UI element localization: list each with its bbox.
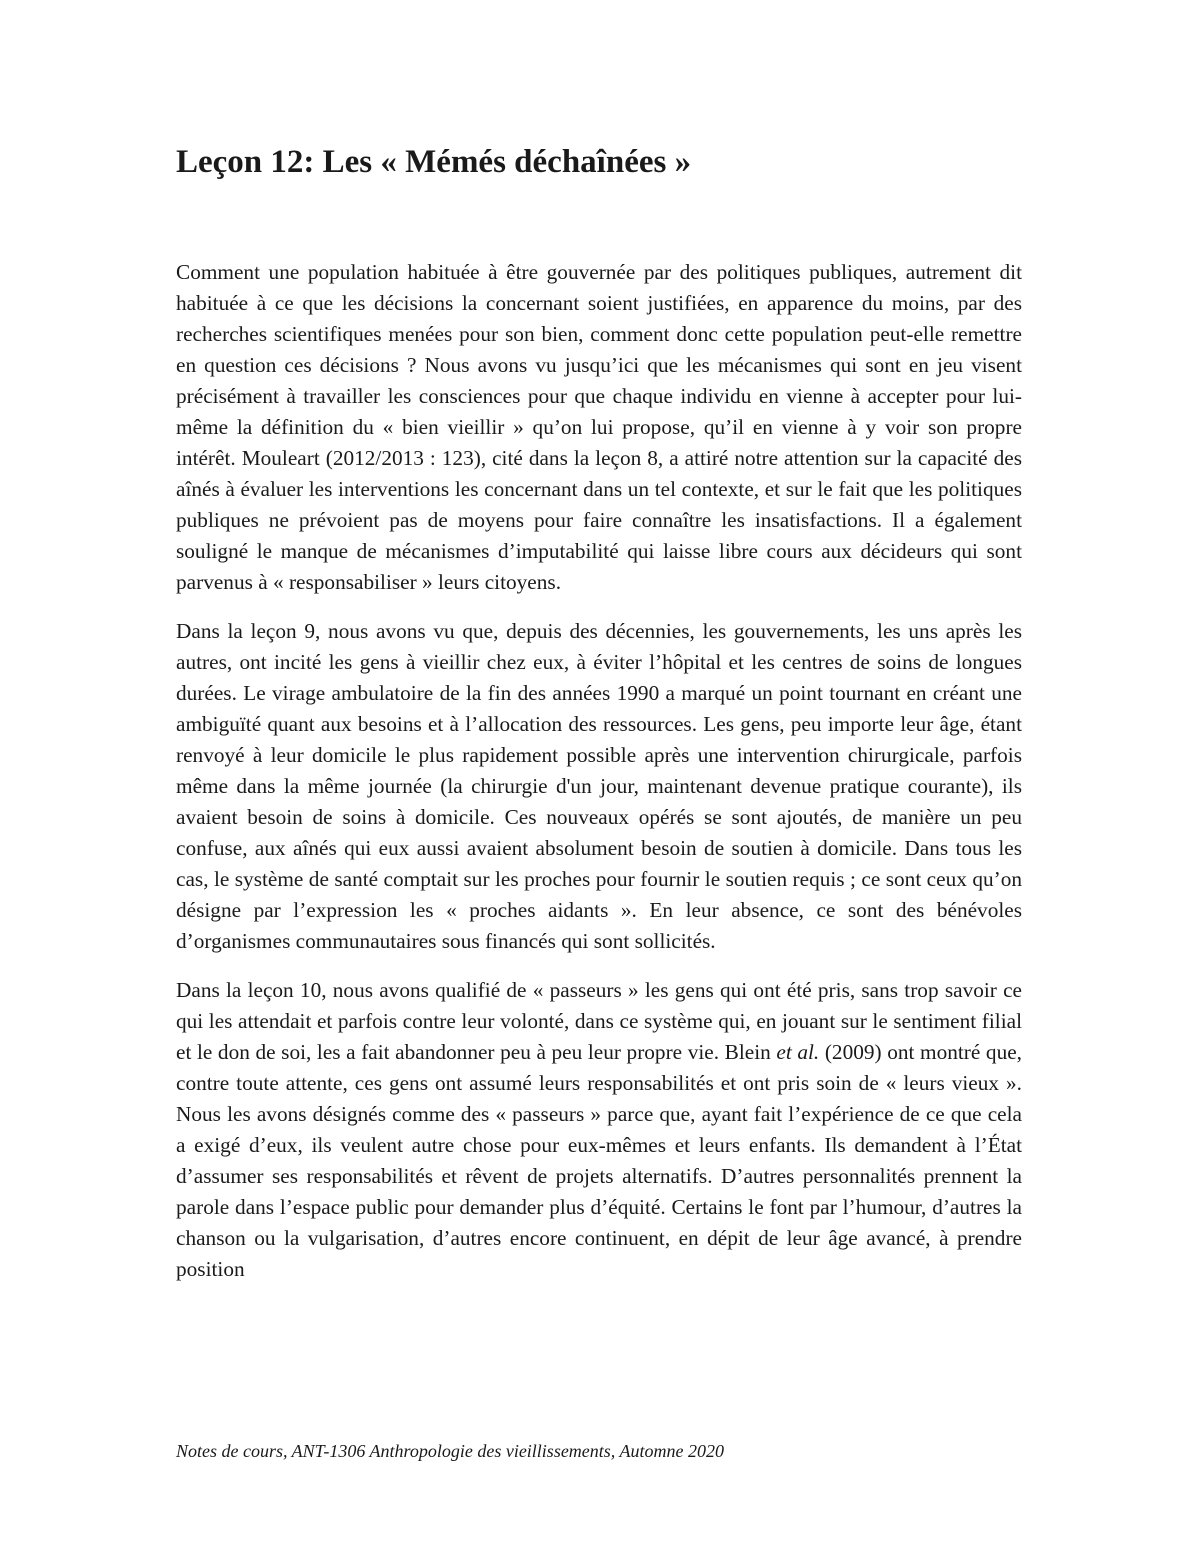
paragraph-3-text-after: (2009) ont montré que, contre toute attente, ces gens ont assumé leurs responsabilités et ont pris soin de « leurs vieux ». Nous les avons désignés comme des « passeurs » parce que, ayant fait l’expérience de ce que cela a exigé d’eux, ils veulent autre chose pour eux-mêmes et leurs enfants. Ils demandent à l’État d’assumer ses responsabilités et rêvent de projets alternatifs. D’autres personnalités prennent la parole dans l’espace public pour demander plus d’équité. Certains le font par l’humour, d’autres la chanson ou la vulgarisation, d’autres encore continuent, en dépit de leur âge avancé, à prendre position (176, 1040, 1023, 1281)
page-footer: Notes de cours, ANT-1306 Anthropologie des vieillissements, Automne 2020 (176, 1441, 724, 1461)
body-text (176, 257, 1022, 1285)
citation-et-al: et al. (776, 1040, 820, 1064)
paragraph-3-text-before: Dans la leçon 10, nous avons qualifié de « passeurs » les gens qui ont été pris, sans trop savoir ce qui les attendait et parfois contre leur volonté, dans ce système qui, en jouant sur le sentiment filial et le don de soi, les a fait abandonner peu à peu leur propre vie. Blein (176, 978, 1022, 1064)
paragraph-1: Comment une population habituée à être gouvernée par des politiques publiques, autrement dit habituée à ce que les décisions la concernant soient justifiées, en apparence du moins, par des recherches scientifiques menées pour son bien, comment donc cette population peut-elle remettre en question ces décisions ? Nous avons vu jusqu’ici que les mécanismes qui sont en jeu visent précisément à travailler les consciences pour que chaque individu en vienne à accepter pour lui-même la définition du « bien vieillir » qu’on lui propose, qu’il en vienne à y voir son propre intérêt. Mouleart (2012/2013 : 123), cité dans la leçon 8, a attiré notre attention sur la capacité des aînés à évaluer les interventions les concernant dans un tel contexte, et sur le fait que les politiques publiques ne prévoient pas de moyens pour faire connaître les insatisfactions. Il a également souligné le manque de mécanismes d’imputabilité qui laisse libre cours aux décideurs qui sont parvenus à « responsabiliser » leurs citoyens. (176, 260, 1022, 594)
paragraph-2: Dans la leçon 9, nous avons vu que, depuis des décennies, les gouvernements, les uns après les autres, ont incité les gens à vieillir chez eux, à éviter l’hôpital et les centres de soins de longues durées. Le virage ambulatoire de la fin des années 1990 a marqué un point tournant en créant une ambiguïté quant aux besoins et à l’allocation des ressources. Les gens, peu importe leur âge, étant renvoyé à leur domicile le plus rapidement possible après une intervention chirurgicale, parfois même dans la même journée (la chirurgie d'un jour, maintenant devenue pratique courante), ils avaient besoin de soins à domicile. Ces nouveaux opérés se sont ajoutés, de manière un peu confuse, aux aînés qui eux aussi avaient absolument besoin de soutien à domicile. Dans tous les cas, le système de santé comptait sur les proches pour fournir le soutien requis ; ce sont ceux qu’on désigne par l’expression les « proches aidants ». En leur absence, ce sont des bénévoles d’organismes communautaires sous financés qui sont sollicités. (176, 619, 1022, 953)
paragraph-3 (176, 975, 1022, 1285)
lesson-title: Leçon 12: Les « Mémés déchaînées » (176, 144, 692, 180)
